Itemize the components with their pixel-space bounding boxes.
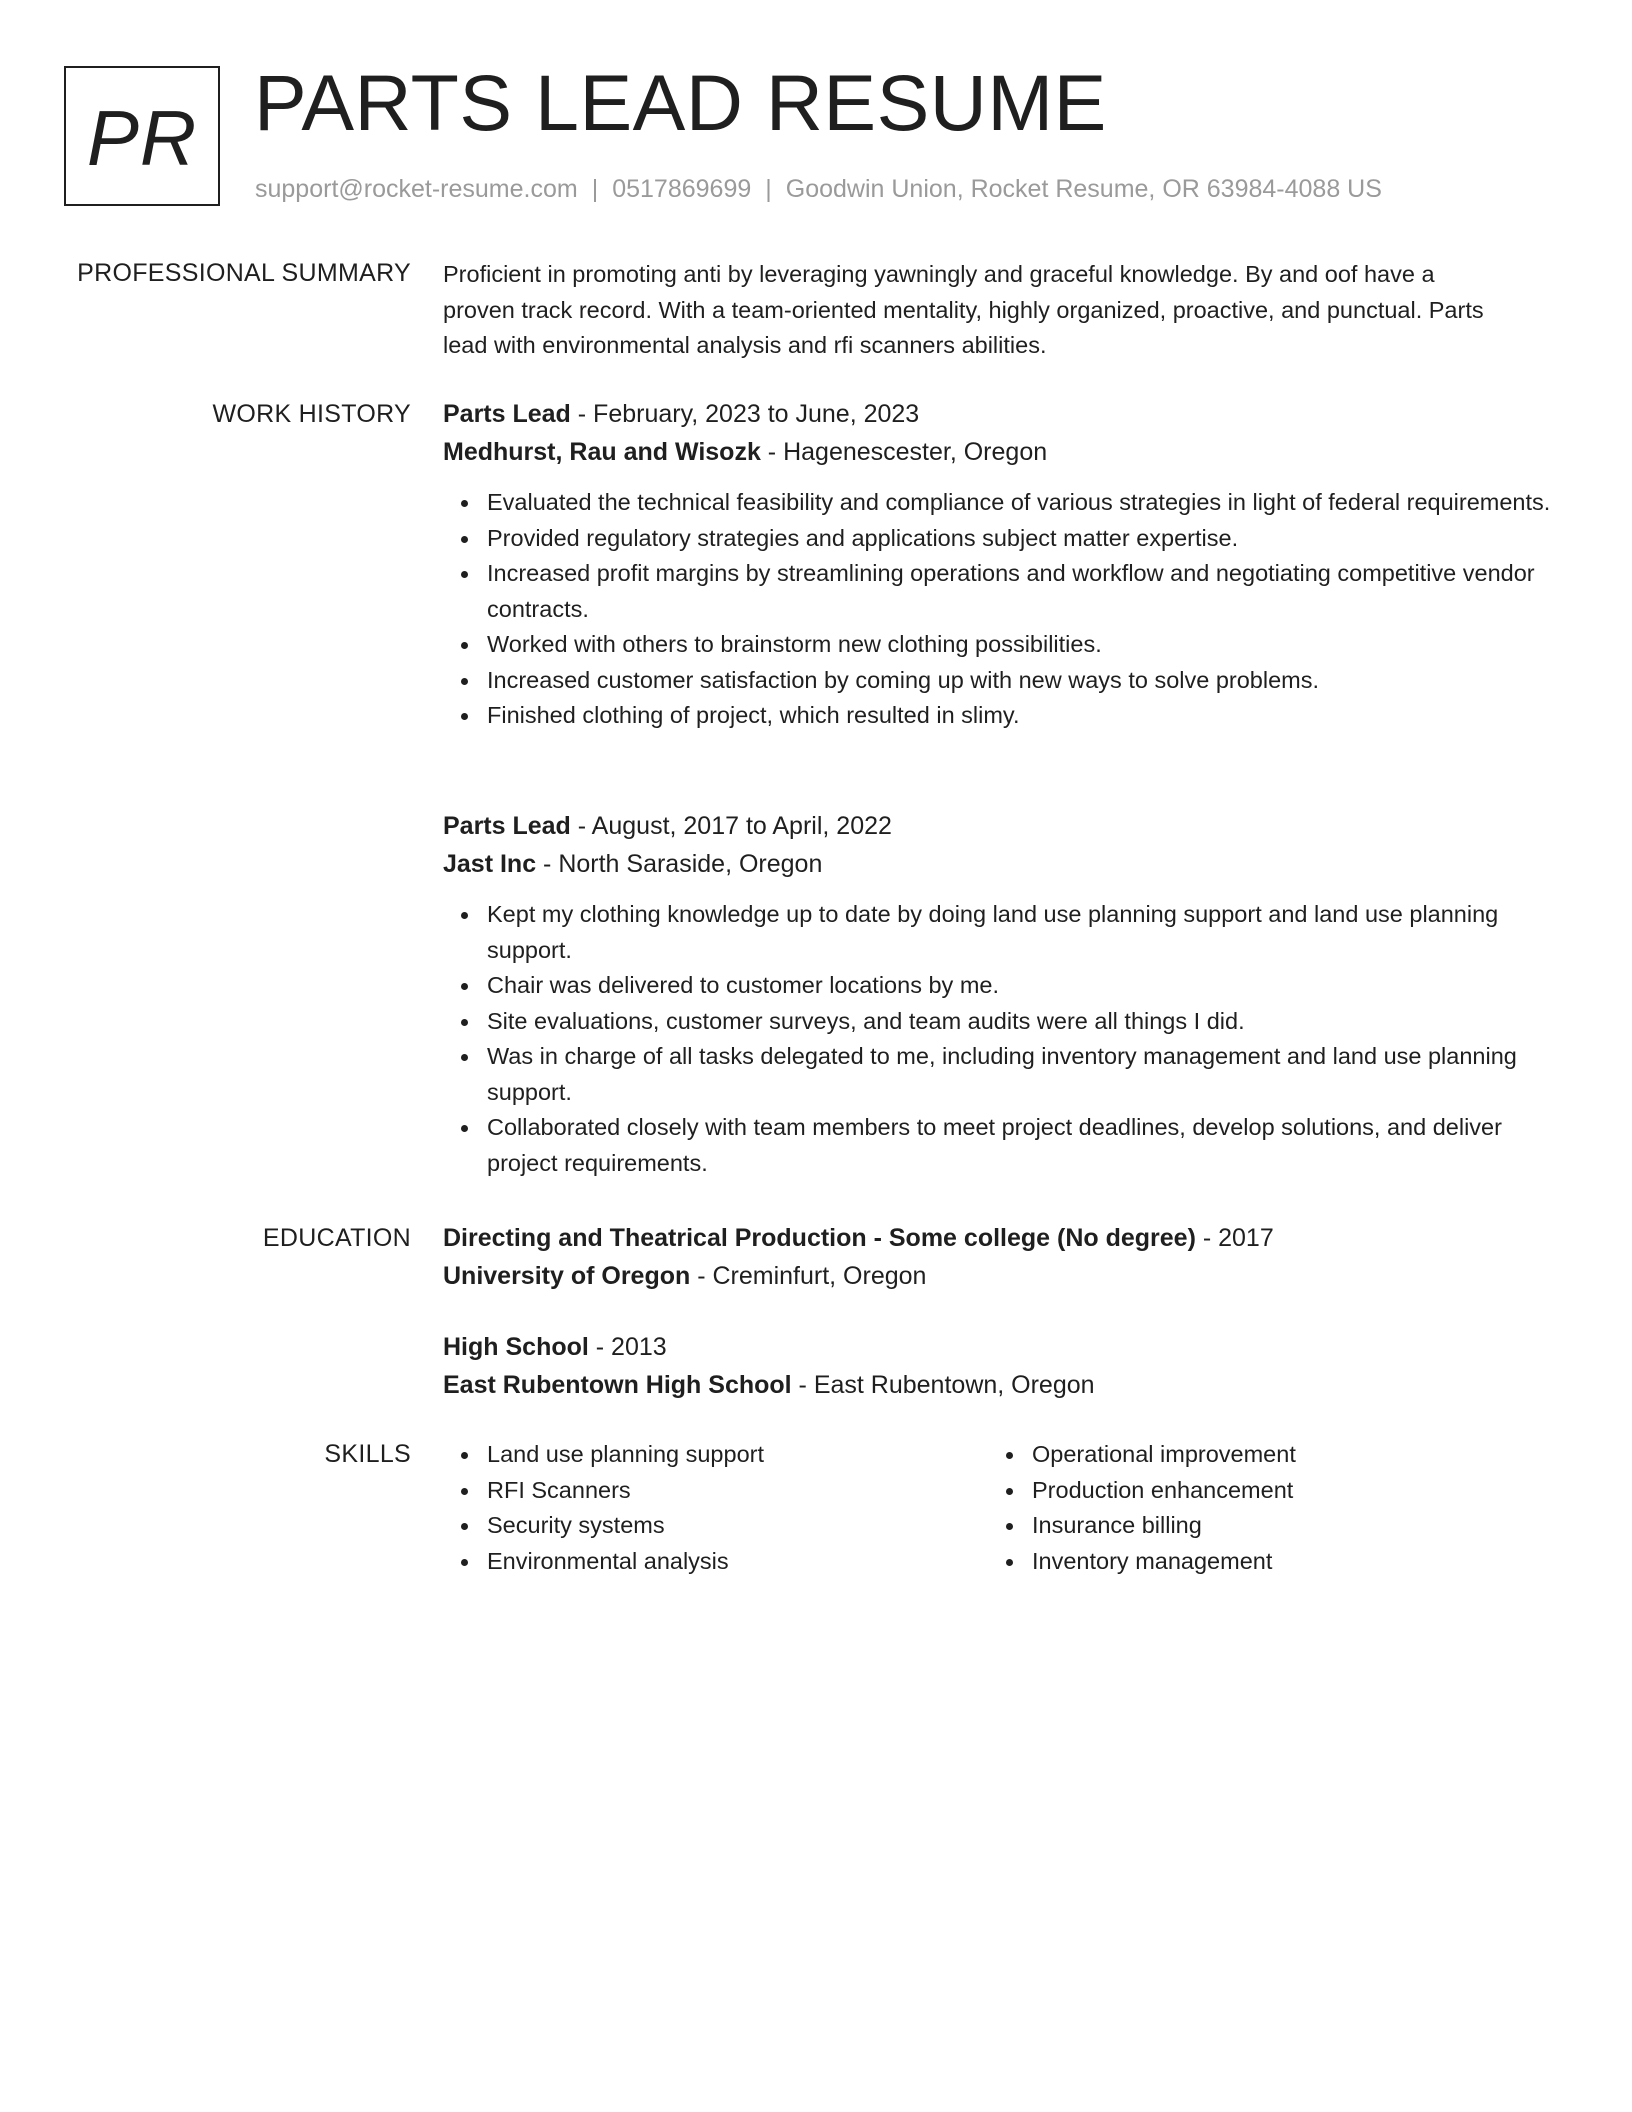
job-dates: - February, 2023 to June, 2023 — [570, 400, 920, 428]
degree-line — [443, 1328, 1558, 1366]
job-bullet: Provided regulatory strategies and applications subject matter expertise. — [487, 521, 1558, 557]
job-bullet: Chair was delivered to customer locations by me. — [487, 968, 1558, 1004]
job-entry — [443, 807, 1558, 1181]
monogram-initials: PR — [86, 94, 198, 182]
education-entry — [443, 1328, 1558, 1404]
job-bullet: Site evaluations, customer surveys, and team audits were all things I did. — [487, 1004, 1558, 1040]
skill-item: Production enhancement — [1032, 1473, 1508, 1509]
summary-line: lead with environmental analysis and rfi scanners abilities. — [443, 332, 1047, 358]
school-line — [443, 1366, 1558, 1404]
company-location: - Hagenescester, Oregon — [760, 438, 1048, 466]
school-name: University of Oregon — [443, 1262, 691, 1290]
contact-separator: | — [765, 175, 772, 203]
job-bullet: Increased customer satisfaction by coming up with new ways to solve problems. — [487, 663, 1558, 699]
company-name: Medhurst, Rau and Wisozk — [443, 438, 761, 466]
job-bullet: Kept my clothing knowledge up to date by doing land use planning support and land use planning support. — [487, 897, 1558, 968]
job-bullet: Finished clothing of project, which resulted in slimy. — [487, 698, 1558, 734]
monogram-box — [64, 66, 220, 206]
summary-line: Proficient in promoting anti by leveraging yawningly and graceful knowledge. By and oof have a — [443, 261, 1435, 287]
contact-separator: | — [591, 175, 599, 203]
job-bullet: Evaluated the technical feasibility and compliance of various strategies in light of federal requirements. — [487, 485, 1558, 521]
job-title-line — [443, 807, 1558, 845]
summary-text — [443, 257, 1558, 364]
school-location: - East Rubentown, Oregon — [791, 1371, 1095, 1399]
skills-column-left — [443, 1437, 963, 1579]
degree-year: - 2017 — [1195, 1224, 1274, 1252]
section-label-work-history: WORK HISTORY — [212, 400, 411, 428]
contact-email: support@rocket-resume.com — [255, 175, 578, 203]
degree-line — [443, 1219, 1558, 1257]
job-title-line — [443, 395, 1558, 433]
company-line — [443, 433, 1558, 471]
skill-item: RFI Scanners — [487, 1473, 963, 1509]
job-bullets — [443, 897, 1558, 1181]
contact-line — [255, 172, 1382, 206]
school-line — [443, 1257, 1558, 1295]
contact-phone: 0517869699 — [612, 175, 752, 203]
school-name: East Rubentown High School — [443, 1371, 792, 1399]
job-bullets — [443, 485, 1558, 734]
job-title: Parts Lead — [443, 812, 571, 840]
degree-year: - 2013 — [588, 1333, 667, 1361]
company-line — [443, 845, 1558, 883]
job-title: Parts Lead — [443, 400, 571, 428]
skill-item: Environmental analysis — [487, 1544, 963, 1580]
job-entry — [443, 395, 1558, 734]
job-bullet: Collaborated closely with team members to meet project deadlines, develop solutions, and deliver project requirements. — [487, 1110, 1558, 1181]
skills-list — [988, 1437, 1508, 1579]
skill-item: Security systems — [487, 1508, 963, 1544]
skill-item: Insurance billing — [1032, 1508, 1508, 1544]
skill-item: Inventory management — [1032, 1544, 1508, 1580]
skills-list — [443, 1437, 963, 1579]
section-label-summary: PROFESSIONAL SUMMARY — [77, 259, 411, 287]
summary-line: proven track record. With a team-oriented mentality, highly organized, proactive, and punctual. Parts — [443, 296, 1484, 323]
skills-column-right — [988, 1437, 1508, 1579]
job-bullet: Increased profit margins by streamlining operations and workflow and negotiating competitive vendor contracts. — [487, 556, 1558, 627]
degree-name: High School — [443, 1333, 589, 1361]
job-bullet: Worked with others to brainstorm new clothing possibilities. — [487, 627, 1558, 663]
company-location: - North Saraside, Oregon — [536, 850, 823, 878]
degree-name: Directing and Theatrical Production - Some college (No degree) — [443, 1224, 1196, 1252]
skill-item: Land use planning support — [487, 1437, 963, 1473]
summary-body — [443, 257, 1558, 364]
skill-item: Operational improvement — [1032, 1437, 1508, 1473]
job-bullet: Was in charge of all tasks delegated to me, including inventory management and land use planning support. — [487, 1039, 1558, 1110]
section-label-education: EDUCATION — [262, 1224, 411, 1252]
page-title: PARTS LEAD RESUME — [254, 58, 1107, 147]
section-label-skills: SKILLS — [324, 1440, 411, 1468]
education-entry — [443, 1219, 1558, 1295]
company-name: Jast Inc — [443, 850, 537, 878]
contact-address: Goodwin Union, Rocket Resume, OR 63984-4088 US — [785, 175, 1382, 203]
school-location: - Creminfurt, Oregon — [690, 1262, 927, 1290]
job-dates: - August, 2017 to April, 2022 — [570, 812, 892, 840]
